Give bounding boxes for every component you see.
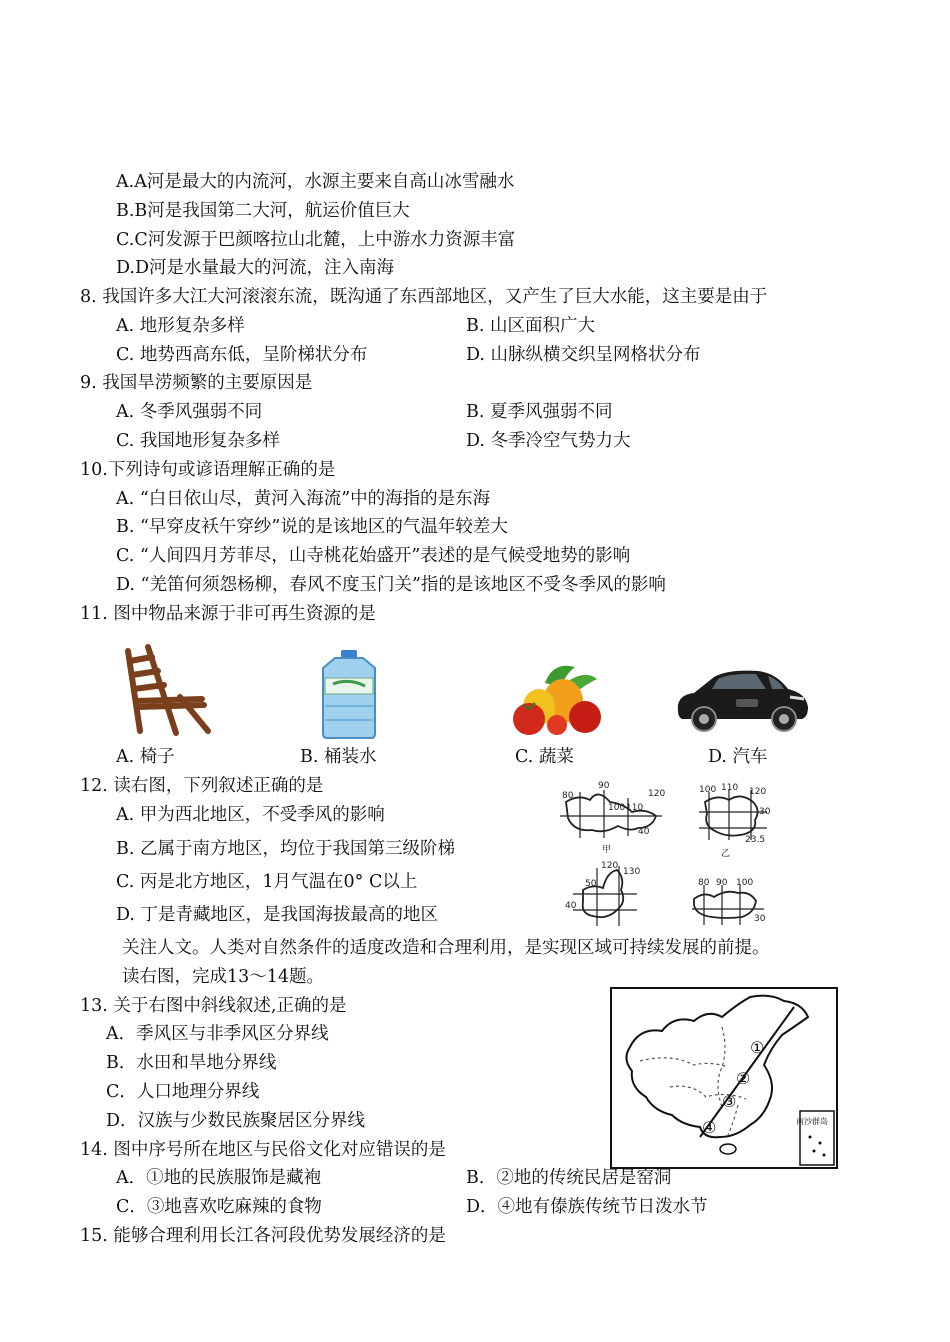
yi-label-30: 30 [759, 807, 771, 817]
q14-option-d: D．④地有傣族传统节日泼水节 [466, 1197, 708, 1217]
inset-label: 南沙群岛 [796, 1117, 828, 1126]
q9-option-a: A. 冬季风强弱不同 [116, 402, 263, 422]
region-map-yi [695, 780, 775, 862]
q9-stem: 9. 我国旱涝频繁的主要原因是 [80, 373, 313, 393]
marker-1: ① [750, 1038, 765, 1057]
q12-option-a: A. 甲为西北地区，不受季风的影响 [116, 805, 385, 825]
bing-label-120: 120 [601, 861, 619, 871]
q8-stem: 8. 我国许多大江大河滚滚东流，既沟通了东西部地区，又产生了巨大水能，这主要是由于 [80, 287, 768, 307]
q12-option-b: B. 乙属于南方地区，均位于我国第三级阶梯 [116, 839, 455, 859]
jia-label-120: 120 [648, 789, 666, 799]
ding-label-100: 100 [736, 878, 754, 888]
yi-name: 乙 [721, 849, 731, 859]
jia-label-110: 110 [626, 803, 644, 813]
q7-option-b: B.B河是我国第二大河，航运价值巨大 [116, 201, 410, 221]
q15-stem: 15. 能够合理利用长江各河段优势发展经济的是 [80, 1226, 446, 1246]
q9-option-d: D. 冬季冷空气势力大 [466, 431, 631, 451]
ding-label-80: 80 [698, 878, 710, 888]
q12-option-d: D. 丁是青藏地区，是我国海拔最高的地区 [116, 905, 439, 925]
jia-label-80: 80 [562, 791, 574, 801]
q9-option-c: C. 我国地形复杂多样 [116, 431, 280, 451]
q14-option-a: A．①地的民族服饰是藏袍 [116, 1168, 322, 1188]
q13-stem: 13. 关于右图中斜线叙述,正确的是 [80, 996, 347, 1016]
intro-line-1: 关注人文。人类对自然条件的适度改造和合理利用，是实现区域可持续发展的前提。 [122, 938, 770, 958]
car-icon [672, 665, 812, 737]
q14-option-c: C．③地喜欢吃麻辣的食物 [116, 1197, 322, 1217]
q13-option-a: A．季风区与非季风区分界线 [106, 1024, 329, 1044]
q11-option-b: B. 桶装水 [300, 747, 377, 767]
q10-option-d: D. “羌笛何须怨杨柳，春风不度玉门关”指的是该地区不受冬季风的影响 [116, 575, 666, 595]
q10-option-b: B. “早穿皮袄午穿纱”说的是该地区的气温年较差大 [116, 517, 508, 537]
q12-stem: 12. 读右图，下列叙述正确的是 [80, 776, 324, 796]
q11-option-c: C. 蔬菜 [515, 747, 574, 767]
q14-stem: 14. 图中序号所在地区与民俗文化对应错误的是 [80, 1140, 446, 1160]
q10-option-a: A. “白日依山尽，黄河入海流”中的海指的是东海 [116, 489, 491, 509]
q8-option-d: D. 山脉纵横交织呈网格状分布 [466, 345, 701, 365]
q11-stem: 11. 图中物品来源于非可再生资源的是 [80, 604, 376, 624]
q14-option-b: B．②地的传统民居是窑洞 [466, 1168, 672, 1188]
q11-option-a: A. 椅子 [116, 747, 175, 767]
jia-label-40: 40 [638, 827, 650, 837]
q8-option-b: B. 山区面积广大 [466, 316, 595, 336]
jia-label-100: 100 [608, 803, 626, 813]
bing-label-50: 50 [585, 879, 597, 889]
q7-option-c: C.C河发源于巴颜喀拉山北麓，上中游水力资源丰富 [116, 230, 516, 250]
region-map-jia [558, 778, 670, 856]
q11-option-d: D. 汽车 [708, 747, 768, 767]
q8-option-a: A. 地形复杂多样 [116, 316, 245, 336]
q13-option-b: B．水田和旱地分界线 [106, 1053, 277, 1073]
region-map-bing [563, 858, 653, 930]
yi-label-120: 120 [749, 787, 767, 797]
q7-option-d: D.D河是水量最大的河流，注入南海 [116, 258, 394, 278]
intro-line-2: 读右图，完成13～14题。 [122, 967, 325, 987]
ding-label-30: 30 [754, 914, 766, 924]
q10-stem: 10.下列诗句或谚语理解正确的是 [80, 460, 336, 480]
china-map [610, 987, 838, 1169]
q7-option-a: A.A河是最大的内流河，水源主要来自高山冰雪融水 [116, 172, 515, 192]
chair-icon [118, 643, 214, 737]
jia-name: 甲 [602, 845, 612, 855]
ding-label-90: 90 [716, 878, 728, 888]
q13-option-c: C．人口地理分界线 [106, 1082, 260, 1102]
q8-option-c: C. 地势西高东低，呈阶梯状分布 [116, 345, 368, 365]
yi-label-100: 100 [699, 785, 717, 795]
bing-label-130: 130 [623, 867, 641, 877]
q9-option-b: B. 夏季风强弱不同 [466, 402, 613, 422]
q12-option-c: C. 丙是北方地区，1月气温在0° C以上 [116, 872, 418, 892]
yi-label-110: 110 [721, 783, 739, 793]
marker-4: ④ [702, 1118, 717, 1137]
water-bottle-icon [313, 650, 385, 740]
marker-3: ③ [722, 1092, 737, 1111]
marker-2: ② [736, 1069, 751, 1088]
region-map-ding [690, 875, 770, 933]
yi-label-23-5: 23.5 [745, 835, 766, 845]
vegetables-icon [505, 657, 603, 737]
q13-option-d: D．汉族与少数民族聚居区分界线 [106, 1111, 366, 1131]
bing-label-40: 40 [565, 901, 577, 911]
q10-option-c: C. “人间四月芳菲尽，山寺桃花始盛开”表述的是气候受地势的影响 [116, 546, 631, 566]
jia-label-90: 90 [598, 781, 610, 791]
